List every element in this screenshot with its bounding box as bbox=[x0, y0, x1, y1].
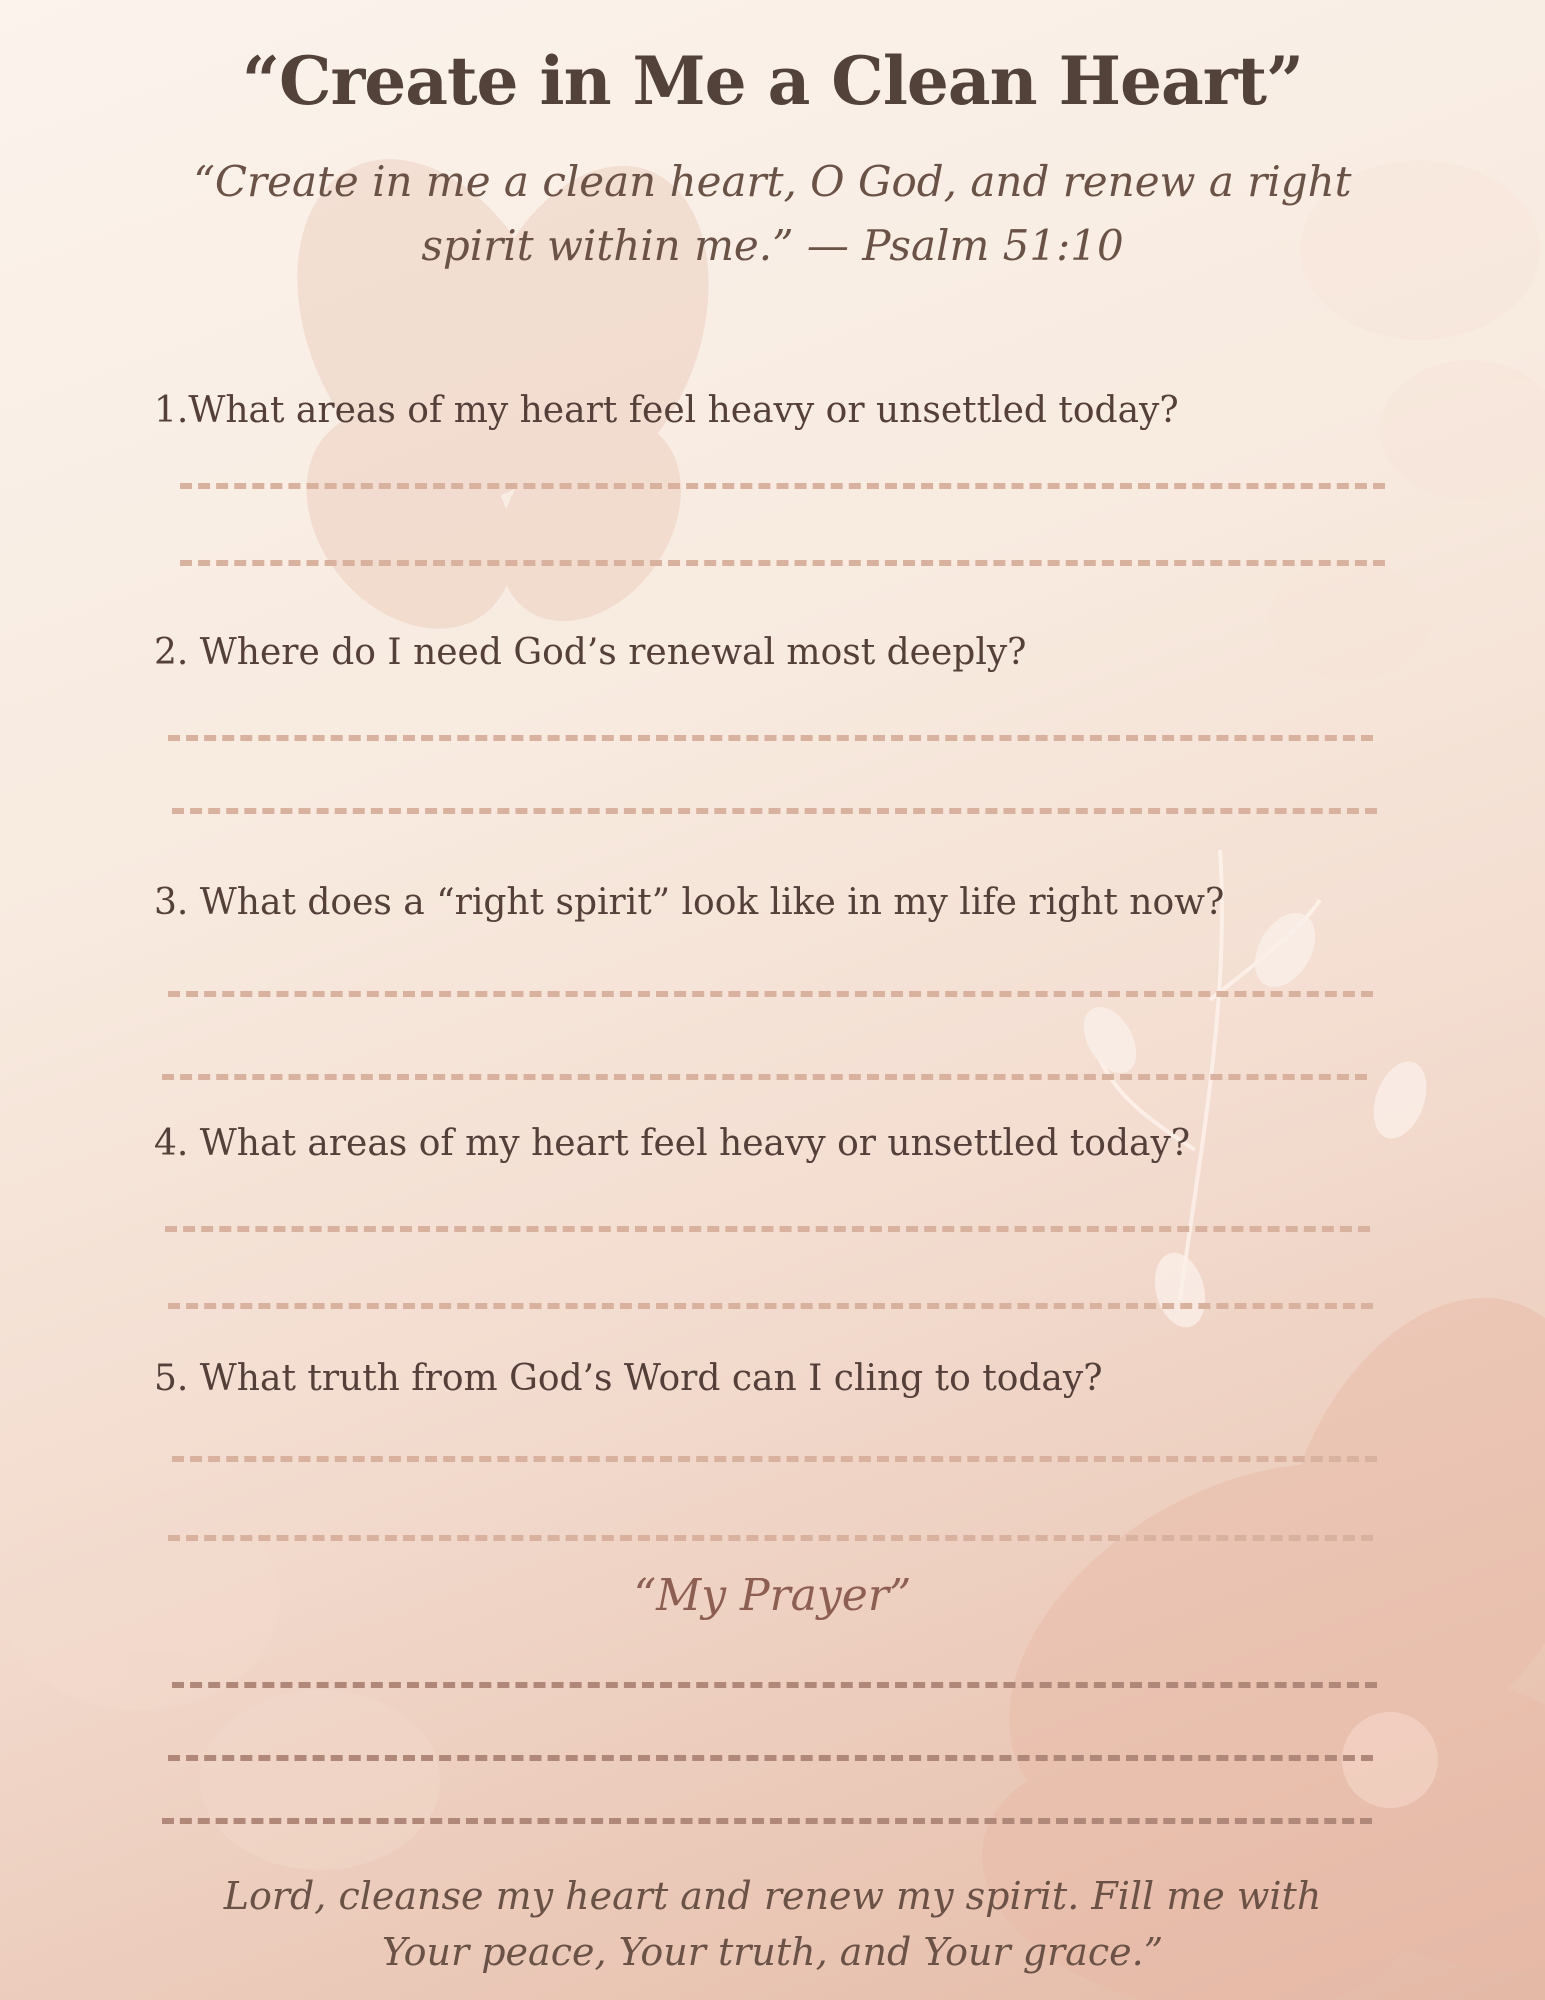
closing-prayer: Lord, cleanse my heart and renew my spirit. Fill me with Your peace, Your truth, and Your grace.” bbox=[223, 1874, 1322, 1974]
answer-line-4a[interactable] bbox=[165, 1226, 1370, 1232]
answer-line-5b[interactable] bbox=[168, 1535, 1373, 1541]
answer-line-3b[interactable] bbox=[162, 1074, 1367, 1080]
question-3: 3. What does a “right spirit” look like in my life right now? bbox=[154, 882, 1225, 923]
question-2: 2. Where do I need God’s renewal most deeply? bbox=[154, 632, 1027, 673]
page-title: “Create in Me a Clean Heart” bbox=[242, 42, 1303, 120]
answer-line-2a[interactable] bbox=[168, 735, 1373, 741]
answer-line-4b[interactable] bbox=[168, 1303, 1373, 1309]
prayer-line-3[interactable] bbox=[162, 1818, 1372, 1824]
answer-line-1b[interactable] bbox=[180, 560, 1385, 566]
prayer-line-1[interactable] bbox=[172, 1682, 1377, 1688]
prayer-line-2[interactable] bbox=[168, 1755, 1373, 1761]
question-5: 5. What truth from God’s Word can I cling to today? bbox=[154, 1358, 1103, 1399]
scripture-verse: “Create in me a clean heart, O God, and renew a right spirit within me.” — Psalm 51:10 bbox=[193, 157, 1352, 270]
answer-line-2b[interactable] bbox=[172, 808, 1377, 814]
answer-line-5a[interactable] bbox=[172, 1456, 1377, 1462]
answer-line-1a[interactable] bbox=[180, 483, 1385, 489]
question-4: 4. What areas of my heart feel heavy or unsettled today? bbox=[154, 1123, 1191, 1164]
question-1: 1.What areas of my heart feel heavy or unsettled today? bbox=[154, 390, 1179, 431]
prayer-heading: “My Prayer” bbox=[633, 1570, 912, 1621]
answer-line-3a[interactable] bbox=[168, 991, 1373, 997]
